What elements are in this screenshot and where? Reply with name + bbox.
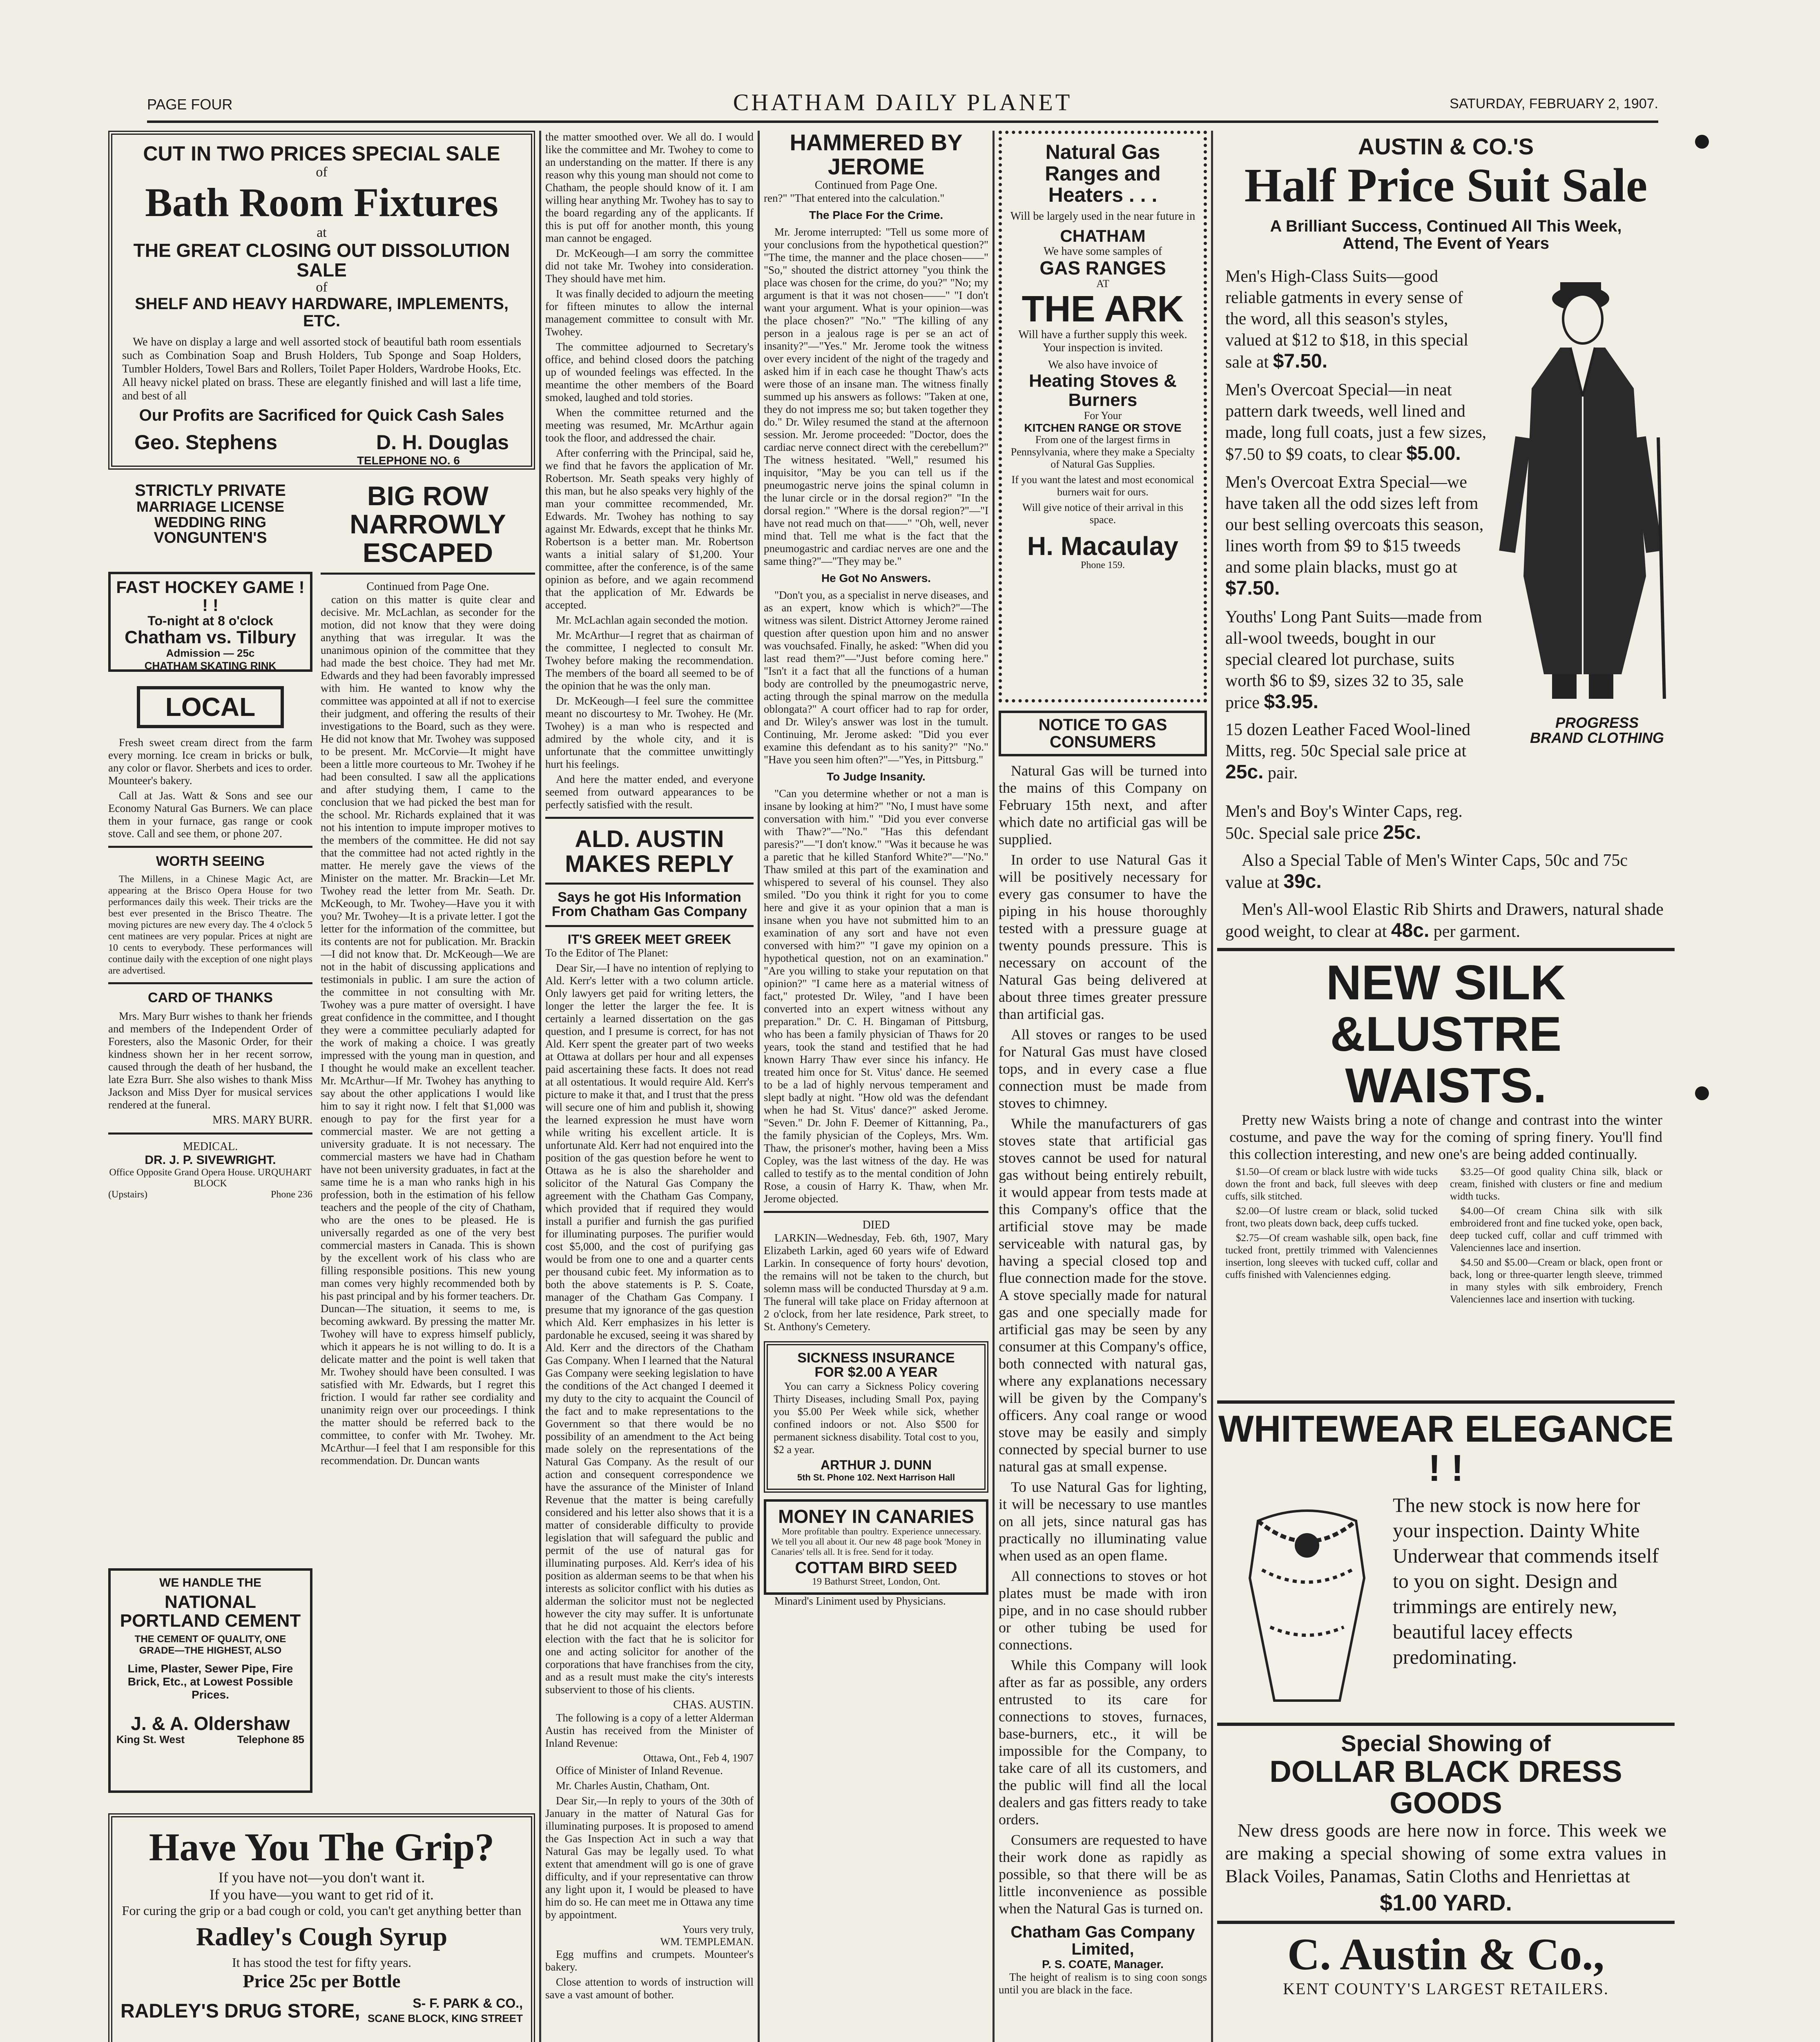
ad-line: SICKNESS INSURANCE [797,1350,955,1366]
sickness-insurance-ad [764,1341,988,1493]
cement-ad [108,1568,312,1793]
merchant-name: Geo. Stephens [134,431,278,454]
doctor-phone: Phone 236 [271,1189,312,1200]
notice-text: All connections to stoves or hot plates must be made with iron pipe, and in no case should rubber or other tubing be used for connections. [999,1568,1207,1653]
section-heading: MEDICAL. [183,1140,238,1153]
waist-item: $2.00—Of lustre cream or black, solid tucked front, two pleats down back, deep cuffs tucked. [1225,1205,1438,1229]
ad-line: From one of the largest firms in Pennsylvania, where they make a Specialty of Natural Gas Supplies. [1010,434,1195,470]
story-subhead: To Judge Insanity. [827,770,926,783]
story-text: "Don't you, as a specialist in nerve diseases, and as an expert, know which is which?"—The witness was silent. District Attorney Jerome rained question after question upon him and no answer was vouchsafed. Finally, he asked: "When did you last read them?"—"Just before coming here." "Isn't it a fact that all the functions of a human body are controlled by the pneumogastric nerve, acting through the spinal marrow on the medulla oblongata?" A court officer had to rap for order, and Dr. Wiley's answer was lost in the tumult. Continuing, Mr. Jerome asked: "Did you ever examine this defendant as to his sanity?" "No." "Have you seen him often?"—"Yes, in Pittsburg." [764,589,988,766]
story-text: Mr. McArthur—I regret that as chairman of the committee, I neglected to consult Mr. Twohey before making the recommendation. The members of the board all seemed to be of the opinion that he was the only man. [545,629,754,692]
ad-line: It has stood the test for fifty years. [232,1955,411,1970]
story-text: Dr. McKeough—I feel sure the committee meant no discourtesy to Mr. Twohey. He (Mr. Twohey) is a man who is respected and admired by the whole city, and it is unfortunate that the committee unwittingly hurt his feelings. [545,695,754,770]
story-headline: BIG ROW NARROWLY ESCAPED [350,482,506,568]
sale-item: Also a Special Table of Men's Winter Caps, 50c and 75c value at 39c. [1225,851,1628,892]
story-text: cation on this matter is quite clear and decisive. Mr. McLachlan, as seconder for the motion, did not know that they were doing anything that was irregular. It was the unanimous opinion of the committee that they had made the best choice. They had met Mr. Edwards and they had been favorably impressed with him. He wanted to know why the committee was appointed at all if not to exercise their judgment, and offering the results of their investigations to the Board, such as they were. He did not know that Mr. Twohey was supposed to be present. Mr. McCorvie—It might have been a little more courteous to Mr. Twohey if he had been consulted. I saw all the applications and after studying them, I came to the conclusion that we had picked the best man for the school. Mr. Richards explained that it was not his intention to impute improper motives to the members of the committee. He did not say that the committee had not acted rightly in the matter. He merely gave the views of the Minister on the matter. Mr. Brackin—Let Mr. Twohey read the letter from Mr. Seath. Dr. McKeough, to Mr. Twohey—Have you it with you? Mr. Twohey—It is a private letter. I got the letter for the information of the committee, but its contents are not for publication. Mr. Brackin—I did not know that. Dr. McKeough—We are not in the habit of discussing applications and testimonials in public. I am sure the action of the committee in not consulting with Mr. Twohey was a pure matter of oversight. I have great confidence in the committee, and I thought they were a committee peculiarly adapted for the work of making a choice. I was greatly impressed with the young man in question, and I thought he would make an excellent teacher. Mr. McArthur—If Mr. Twohey has anything to say about the other applications I would like him to say it right now. I felt that $1,000 was enough to pay for the first year for a commercial master. We are not getting a university graduate. It is not necessary. The commercial masters we have had in Chatham have not been university graduates, in fact at the same time he is a man who ranks high in his profession, both in the estimation of his fellow teachers and the people of the city of Chatham, who are the ones to be pleased. He is universally regarded as one of the very best commercial masters in Canada. This is shown by the excellent work of his class who are filling responsible positions. This new young man comes very highly recommended both by his past principal and by his former teachers. Dr. Duncan—The situation, it seems to me, is becoming awkward. By pressing the matter Mr. Twohey will have to express himself publicly, which it appears he is not willing to do. It is a delicate matter and the point is well taken that Mr. Twohey should have been consulted. I was satisfied with Mr. Edwards, but I regret this friction. I would far rather see cordiality and unanimity reign over our proceedings. I think the matter should be referred back to the committee, to confer with Mr. Twohey. Mr. McArthur—I feel that I am responsible for this recommendation. Dr. Duncan wants [321,593,535,1467]
column-rule [758,131,760,2042]
story-text: The committee adjourned to Secretary's office, and behind closed doors the patching up of wounded feelings was effected. In the meantime the other members of the Board smoked, laughed and told stories. [545,341,754,403]
sale-item: Men's High-Class Suits—good reliable gatments in every sense of the word, all this season's styles, valued at $12 to $18, in this special sale at $7.50. [1225,267,1468,372]
ad-headline: Half Price Suit Sale [1244,158,1648,212]
page-label: PAGE FOUR [147,96,233,113]
ad-line: To-night at 8 o'clock [147,613,273,629]
ad-line: of [316,164,328,180]
section-heading: WORTH SEEING [156,854,265,869]
ad-line: 5th St. Phone 102. Next Harrison Hall [797,1472,955,1482]
sale-item: Men's Overcoat Extra Special—we have taken all the odd sizes left from our best selling overcoats this season, lines worth from $9 to $15 tweeds and some plain blacks, must go at $7.50. [1225,473,1484,599]
ad-headline: Bath Room Fixtures [145,179,498,225]
ad-line: FAST HOCKEY GAME ! ! ! [116,577,305,615]
story-headline: MAKES REPLY [565,850,734,877]
story-text: When the committee returned and the meeting was resumed, Mr. McArthur again took the floor, and addressed the chair. [545,406,754,444]
ad-line: ARTHUR J. DUNN [821,1457,932,1472]
section-subhead: Special Showing of [1341,1730,1551,1756]
item-list [1225,719,1666,784]
story-text: Mr. McLachlan again seconded the motion. [556,614,748,626]
sale-item: Men's All-wool Elastic Rib Shirts and Drawers, natural shade good weight, to clear at 48c. per garment. [1225,900,1664,941]
ad-headline: Have You The Grip? [149,1825,495,1869]
column-rule [1211,131,1213,2042]
sale-item: 15 dozen Leather Faced Wool-lined Mitts, reg. 50c Special sale price at 25c. pair. [1225,720,1470,783]
ad-line: WE HANDLE THE [159,1576,261,1589]
ad-line: CHATHAM SKATING RINK [144,659,277,672]
license-ad [108,482,312,546]
continued-note: Continued from Page One. [366,580,489,593]
column-2 [545,131,754,2042]
ad-line: Radley's Cough Syrup [196,1922,448,1951]
ad-line: SHELF AND HEAVY HARDWARE, IMPLEMENTS, ETC. [135,295,509,330]
letter-text: Office of Minister of Inland Revenue. [556,1764,723,1777]
ad-line: KITCHEN RANGE OR STOVE [1024,421,1182,434]
notice-text: Natural Gas will be turned into the mains of this Company on February 15th next, and after which date no artificial gas will be supplied. [999,762,1207,847]
whitewear-text: The new stock is now here for your inspection. Dainty White Underwear that commends itself to you on sight. Design and trimmings are entirely new, beautiful lacey effects predominating. [1393,1493,1659,1668]
notice-heading-box [999,711,1207,756]
local-item: Mrs. Mary Burr wishes to thank her friends and members of the Independent Order of Foresters, also the Masonic Order, for their kindness shown her in her recent sorrow, caused through the death of her husband, the late Ezra Burr. She also wishes to thank Miss Jackson and Miss Dyer for musical services rendered at the funeral. [108,1010,312,1111]
ad-line: SCANE BLOCK, KING STREET [368,2012,523,2024]
local-section [108,678,312,1203]
whitewear-block [1217,1488,1675,1717]
signature: MRS. MARY BURR. [212,1114,312,1127]
waist-item: $4.50 and $5.00—Cream or black, open front or back, long or three-quarter length sleeve, trimmed in many styles with silk embroidery, French Valenciennes lace and insertion with tucking. [1450,1257,1662,1305]
obituary: LARKIN—Wednesday, Feb. 6th, 1907, Mary Elizabeth Larkin, aged 60 years wife of Edward Larkin. In consequence of forty hours' devotion, the remains will not be taken to the church, but solemn mass will be conducted Thursday at 9 a.m. The funeral will take place on Friday afternoon at 2 o'clock, from her late residence, Park street, to St. Anthony's Cemetery. [764,1231,988,1333]
man-in-overcoat-illustration [1499,266,1671,707]
ad-line: We also have invoice of [1048,359,1158,372]
letter-text: Dear Sir,—In reply to yours of the 30th of January in the matter of Natural Gas for illuminating purposes. It is proposed to amend the Gas Inspection Act in such a way that Natural Gas may be legally used. To what extent that amendment will go is one of grave difficulty, and if your representative can throw any light upon it, I would be pleased to have him do so. He can meet me in Ottawa any time by appointment. [545,1794,754,1921]
sale-item: Men's Overcoat Special—in neat pattern dark tweeds, well lined and made, long full coats, just a few sizes, $7.50 to $9 coats, to clear $5.00. [1225,380,1487,464]
issue-date: SATURDAY, FEBRUARY 2, 1907. [1450,96,1658,111]
story-headline: ALD. AUSTIN [575,826,724,852]
merchant-name: H. Macaulay [1027,531,1178,561]
store-name: THE ARK [1022,288,1184,330]
gas-ranges-ad [999,131,1207,702]
section-headline: WAISTS. [1345,1058,1547,1113]
ad-line: Will have a further supply this week. Your inspection is invited. [1018,328,1187,354]
ad-line: at [317,225,327,240]
section-heading: NOTICE TO GAS CONSUMERS [1038,716,1167,751]
signature: P. S. COATE, Manager. [1042,1958,1164,1971]
section-headline: DOLLAR BLACK DRESS GOODS [1269,1754,1622,1820]
price: $7.50. [1273,350,1328,372]
ad-line: NATIONAL PORTLAND CEMENT [120,1592,301,1631]
ad-line: J. & A. Oldershaw [131,1712,290,1734]
binding-hole [1695,135,1709,149]
price: $1.00 YARD. [1380,1889,1512,1915]
store-name: RADLEY'S DRUG STORE, [120,2000,360,2022]
ad-line: STRICTLY PRIVATE [135,482,286,499]
waist-item: $4.00—Of cream China silk with silk embroidered front and fine tucked yoke, open back, deep tucked cuff, collar and cuff trimmed with Valenciennes lace and insertion. [1450,1205,1662,1253]
ad-line: VONGUNTEN'S [154,529,267,546]
letter-dateline: Ottawa, Ont., Feb 4, 1907 [643,1752,754,1764]
ad-line: We have some samples of [1043,245,1162,258]
waist-item: $3.25—Of good quality China silk, black or cream, finished with clusters or fine and medium width tucks. [1450,1166,1662,1202]
column-1b [321,482,535,1643]
column-4 [999,131,1207,2042]
notice-text: While the manufacturers of gas stoves state that artificial gas stoves cannot be used for natural gas without being entirely rebuilt, it would appear from tests made at this Company's office that the artificial stove may be made serviceable with natural gas, by having a special closed top and flue connection made for the stove. A stove specially made for natural gas and one specially made for artificial gas may be seen by any consumer at this Company's office, both connected with natural gas, where any explanations necessary will be given by the Company's officers. Any coal range or wood stove may be easily and simply connected by special burner to use natural gas at small expense. [999,1115,1207,1475]
story-text: ren?" "That entered into the calculation." [764,192,945,204]
notice-text: To use Natural Gas for lighting, it will be necessary to use mantles on all jets, since natural gas has practically no illuminating value when used as an open flame. [999,1479,1207,1564]
masthead [147,84,1658,123]
lace-garment-illustration [1233,1496,1381,1709]
ad-line: Price 25c per Bottle [243,1970,401,1991]
notice-text: While this Company will look after as far as possible, any orders entrusted to its care for connections to stoves, furnaces, base-burners, etc., it will be impossible for the Company, to take care of all its customers, and the public will find all the local dealers and gas fitters ready to take orders. [999,1657,1207,1828]
waist-prices [1217,1166,1675,1395]
story-text: Dr. McKeough—I am sorry the committee did not take Mr. Twohey into consideration. They should have met him. [545,247,754,285]
waist-column [1450,1166,1662,1308]
ad-line: THE GREAT CLOSING OUT DISSOLUTION SALE [133,239,510,281]
section-heading: LOCAL [165,692,256,722]
local-item: Fresh sweet cream direct from the farm every morning. Ice cream in bricks or bulk, any color or flavor. Sherbets and ices to order. Mounteer's bakery. [108,736,312,787]
story-text: "Can you determine whether or not a man is insane by looking at him?" "No, I must have some conversation with him." "Did you ever converse with Thaw?"—"No." "Has this defendant paresis?"—"I don't know." "Was it because he was a paretic that he killed Stanford White?"—"No." Thaw smiled at this part of the examination and whispered to several of his counsel. They also smiled. "Do you think it right for you to come here and give it as your opinion that a man is insane when you have not submitted him to an examination of any sort and have not even conversed with him?" "I gave my opinion on a hypothetical question, not on an examination." "Are you willing to stake your reputation on that opinion?" "I came here as a material witness of fact," protested Dr. Wiley, "and I have been converted into an expert witness without any preparation." Dr. C. H. Bingaman of Pittsburg, who has been a family physician of Thaws for 20 years, took the stand and testified that he had known Harry Thaw ever since his infancy. He treated him once for St. Vitus' dance. He seemed to be a lad of highly nervous temperament and slept badly at night. "How old was the defendant when he had St. Vitus' dance?" asked Jerome. "Seven." Dr. John F. Deemer of Kittanning, Pa., the family physician of the Copleys, Mrs. Wm. Thaw, the prisoner's mother, having been a Miss Copley, was the last witness of the day. He was called to testify as to the mental condition of John Rose, a cousin of Harry K. Thaw, when Mr. Jerome objected. [764,787,988,1205]
ad-line: THE CEMENT OF QUALITY, ONE GRADE—THE HIGHEST, ALSO [134,1633,286,1656]
signature: Chatham Gas Company Limited, [1010,1923,1195,1958]
brand-name: PROGRESS BRAND CLOTHING [1530,714,1664,747]
section-headline: WHITEWEAR ELEGANCE ! ! [1218,1408,1674,1489]
item-list [1225,266,1487,713]
ad-line: CUT IN TWO PRICES SPECIAL SALE [143,142,500,165]
ad-line: For Your [1084,409,1122,421]
waist-item: $1.50—Of cream or black lustre with wide tucks down the front and back, full sleeves with deep cuffs, silk stitched. [1225,1166,1438,1202]
austin-ad [1217,131,1675,2042]
local-item: Minard's Liniment used by Physicians. [774,1594,946,1607]
ad-line: CHATHAM [1060,226,1146,245]
price: 39c. [1283,870,1322,892]
local-item: Call at Jas. Watt & Sons and see our Economy Natural Gas Burners. We can place them in your furnace, gas range or cook stove. Call and see them, or phone 207. [108,789,312,840]
price: 25c. [1383,821,1421,843]
newspaper-title: CHATHAM DAILY PLANET [733,89,1073,116]
ad-line: Our Profits are Sacrificed for Quick Cash Sales [139,406,504,425]
sale-item: Men's and Boy's Winter Caps, reg. 50c. Special sale price 25c. [1225,802,1463,843]
ad-line: of [316,280,328,295]
story-subhead: IT'S GREEK MEET GREEK [567,932,732,947]
signature: CHAS. AUSTIN. [673,1698,754,1711]
hockey-ad [108,572,312,672]
column-3 [764,131,988,2042]
story-text: Mr. Jerome interrupted: "Tell us some more of your conclusions from the hypothetical question?" "The time, the manner and the place chosen——" "So," shouted the district attorney "you think the place was chosen for the crime, do you?" "No; my argument is that it was not chosen——" "I don't want your argument. What is your opinion—was the place chosen?" "No." "The killing of any person in a jealous rage is per se an act of insanity?"—"Yes." Mr. Jerome took the witness over every incident of the night of the tragedy and asked him if in each case he thought Thaw's acts were those of an insane man. The witness finally summed up his answers as follows: "Taken at one, they do not impress me so; but taken together they do." Dr. Wiley resumed the stand at the afternoon session. Mr. Jerome proceeded: "Doctor, does the cardiac nerve connect direct with the cerebellum?" The witness hesitated. "Well," resumed his inquisitor, "May be you can tell us if the pneumogastric nerve joins the spinal column in the lunar circle or in the dorsal region?" "In the dorsal region." "Where is the dorsal region?"—"I have not read much on that——" "Oh, well, never mind that. Tell me what is the fact that the pneumogastric and cardiac nerves are one and the same thing?"—"They may be." [764,225,988,567]
waist-column [1225,1166,1438,1284]
bath-fixtures-ad [108,131,535,470]
binding-hole [1695,1086,1709,1100]
story-subhead: Says he got His Information From Chatham Gas Company [552,889,747,920]
local-item: Close attention to words of instruction will save a vast amount of bother. [545,1975,754,2001]
ad-line: Will give notice of their arrival in this space. [1022,502,1183,526]
letter-salutation: To the Editor of The Planet: [545,946,669,959]
price: 48c. [1391,919,1430,941]
local-item: Egg muffins and crumpets. Mounteer's bakery. [545,1948,754,1973]
canaries-ad [764,1499,988,1595]
doctor-detail: (Upstairs) [108,1189,147,1200]
ad-line: Telephone 85 [237,1733,304,1746]
phone: TELEPHONE NO. 6 [357,454,460,467]
column-rule [539,131,541,2042]
suit-sale-block [1217,258,1675,874]
ad-headline: Natural Gas Ranges and Heaters . . . [1045,140,1161,206]
ad-subhead: A Brilliant Success, Continued All This Week, Attend, The Event of Years [1270,217,1622,252]
store-name: AUSTIN & CO.'S [1358,134,1534,159]
ad-line: If you have not—you don't want it. [218,1869,425,1886]
column-rule [993,131,995,2042]
store-name: C. Austin & Co., [1287,1929,1605,1979]
dress-goods-text: New dress goods are here now in force. This week we are making a special showing of some extra values in Black Voiles, Panamas, Satin Cloths and Henriettas at [1225,1819,1666,1886]
price: $3.95. [1264,691,1318,713]
phone: Phone 159. [1081,560,1125,571]
local-heading-box [137,686,284,728]
ad-line: Chatham vs. Tilbury [125,627,296,647]
notice-text: Consumers are requested to have their work done as rapidly as possible, so that there will be as little inconvenience as possible when the Natural Gas is turned on. [999,1832,1207,1917]
silk-intro: Pretty new Waists bring a note of change and contrast into the winter costume, and pave the way for the coming of spring finery. You'll find this collection interesting, and new one's are being added continually. [1229,1111,1662,1162]
ad-line: Lime, Plaster, Sewer Pipe, Fire Brick, Etc., at Lowest Possible Prices. [127,1662,293,1701]
merchant-name: D. H. Douglas [376,431,509,454]
continued-note: Continued from Page One. [814,178,938,192]
ad-line: FOR $2.00 A YEAR [814,1364,938,1380]
story-text: the matter smoothed over. We all do. I would like the committee and Mr. Twohey to come to an understanding on the matter. If there is any reason why this young man should not come to Chatham, the people should know of it. I am willing hear anything Mr. Twohey has to say to the board regarding any of the applicants. If this is put off for another month, this young man cannot be engaged. [545,131,754,244]
sale-item: Youths' Long Pant Suits—made from all-wool tweeds, bought in our special cleared lot purchase, suits worth $6 to $9, sizes 32 to 35, sale price $3.95. [1225,607,1482,713]
ad-line: COTTAM BIRD SEED [795,1558,957,1577]
ad-line: Admission — 25c [166,646,255,659]
section-headline: NEW SILK &LUSTRE [1326,955,1566,1061]
grip-ad [108,1813,535,2042]
section-heading: CARD OF THANKS [148,990,273,1006]
ad-line: King St. West [116,1733,185,1746]
story-text: It was finally decided to adjourn the meeting for fifteen minutes to allow the internal management committee to consult with Mr. Twohey. [545,288,754,338]
notice-text: In order to use Natural Gas it will be positively necessary for every gas consumer to have the piping in his house thoroughly tested with a pressure guage at twenty pounds pressure. This is necessary on account of the Natural Gas being delivered at about three times greater pressure than artificial gas. [999,852,1207,1022]
ad-line: For curing the grip or a bad cough or cold, you can't get anything better than [122,1903,522,1918]
letter-text: Dear Sir,—I have no intention of replying to Ald. Kerr's letter with a two column article. Only lawyers get paid for writing letters, the longer the letter the larger the fee. It is certainly a learned dissertation on the gas question, and I presume is correct, for has not Ald. Kerr spent the greater part of two weeks at Ottawa at dollars per hour and all expenses paid ascertaining these facts. It does not read at all ostentatious. It would require Ald. Kerr's picture to make it that, and I trust that the press will secure one of him and publish it, showing the learned expression he must have worn while writing his excellent article. It is unfortunate Ald. Kerr had not enquired into the position of the gas question before he went to Ottawa as he is also the shareholder and solicitor of the Natural Gas Company the agreement with the Chatham Gas Company, which provided that if required they would install a purifier and furnish the gas purified for illuminating purposes. The purifier would cost $5,000, and the cost of purifying gas would be from one to one and a quarter cents per thousand cubic feet. My information as to both the above statements is P. S. Coate, manager of the Chatham Gas Company. I presume that my ignorance of the gas question which Ald. Kerr emphasizes in his letter is pardonable he excused, seeing it was shared by Ald. Kerr and the directors of the Chatham Gas Company. When I learned that the Natural Gas Company were seeking legislation to have the conditions of the Act changed I deemed it my duty to the city to acquaint the Council of the fact and to make representations to the Government so that there would be no possibility of an amendment to the Act being made solely on the representations of the Natural Gas Company. As the result of our action and consequent correspondence we have the assurance of the Minister of Inland Revenue that the matter is being carefully considered and his letter also shows that it is a matter of considerable difficulty to provide legislation that will safeguard the public and permit of the use of natural gas for illuminating purposes. Ald. Kerr's idea of his position as alderman seems to be that when his interests as solicitor conflict with his duties as alderman the solicitor must not be neglected however the city may suffer. It is unfortunate that he did not acquaint the electors before election with the fact that he is solicitor for one and acting solicitor for another of the corporations that have franchises from the city, and as a result must make the city's interests subservient to those of his clients. [545,961,754,1696]
ad-line: WEDDING RING [154,513,266,531]
price: $5.00. [1406,442,1461,464]
ad-headline: MONEY IN CANARIES [778,1505,974,1527]
story-text: And here the matter ended, and everyone seemed from outward appearances to be perfectly satisfied with the result. [545,773,754,811]
story-headline: HAMMERED BY JEROME [790,131,963,179]
ad-line: 19 Bathurst Street, London, Ont. [812,1576,940,1587]
ad-line: GAS RANGES [1039,257,1166,279]
ad-line: If you have—you want to get rid of it. [210,1886,434,1903]
price: $7.50. [1225,577,1280,599]
ad-line: S- F. PARK & CO., [413,1995,523,2011]
price: 25c. [1225,761,1264,783]
section-heading: DIED [862,1218,890,1231]
story-text: After conferring with the Principal, said he, we find that he favors the application of Mr. Robertson. Mr. Seath speaks very highly of this man, but he also speaks very highly of the man your committee recommended, Mr. Edwards. Mr. Twohey has nothing to say against Mr. Edwards, except that he thinks Mr. Robertson is a better man. Mr. Robertson wants a initial salary of $1,200. Your committee, after the conference, is of the same opinion as before, and we again recommend that the application of Mr. Edwards be accepted. [545,447,754,611]
ad-line: Heating Stoves & Burners [1029,371,1177,410]
local-item: The height of realism is to sing coon songs until you are black in the face. [999,1971,1207,1996]
local-item: The Millens, in a Chinese Magic Act, are appearing at the Brisco Opera House for two performances daily this week. Their tricks are the best ever presented in the Brisco Theatre. The moving pictures are new every day. The 4 o'clock 5 cent matinees are very popular. Prices at night are 10 cents to everybody. These performances will continue daily with the exception of one night plays are advertised. [108,874,312,976]
ad-body: We have on display a large and well assorted stock of beautiful bath room essentials such as Combination Soap and Brush Holders, Tub Sponge and Soap Holders, Tumbler Holders, Towel Bars and Rollers, Toilet Paper Holders, Wardrobe Hooks, Etc. All heavy nickel plated on brass. These are elegantly finished and will last a life time, and best of all [122,336,521,403]
letter-text: Mr. Charles Austin, Chatham, Ont. [556,1779,710,1792]
waist-item: $2.75—Of cream washable silk, open back, fine tucked front, prettily trimmed with Valenciennes insertion, long sleeves with tucked cuff, collar and cuffs finished with Valenciennes edging. [1225,1232,1438,1280]
notice-text: All stoves or ranges to be used for Natural Gas must have closed tops, and in every case a flue connection must be made from stoves to chimney. [999,1026,1207,1111]
ad-line: Will be largely used in the near future in [1010,210,1195,223]
ad-line: If you want the latest and most economical burners wait for ours. [1011,474,1194,498]
ad-line: MARRIAGE LICENSE [136,498,285,515]
ad-body: More profitable than poultry. Experience unnecessary. We tell you all about it. Our new 48 page book 'Money in Canaries' tells all. It is free. Send for it today. [771,1526,981,1557]
doctor-address: Office Opposite Grand Opera House. URQUHART BLOCK [109,1167,312,1189]
letter-closing: Yours very truly, [682,1923,754,1935]
story-subhead: The Place For the Crime. [809,208,943,221]
store-tagline: KENT COUNTY'S LARGEST RETAILERS. [1283,1979,1609,1998]
ad-line: AT [1096,277,1109,290]
doctor-name: DR. J. P. SIVEWRIGHT. [145,1153,276,1167]
letter-text: The following is a copy of a letter Alderman Austin has received from the Minister of Inland Revenue: [545,1711,754,1749]
story-subhead: He Got No Answers. [821,571,931,584]
ad-body: You can carry a Sickness Policy covering Thirty Diseases, including Small Pox, paying you $5.00 Per Week while sick, whether confined indoors or not. Also $500 for permanent sickness disability. Total cost to you, $2 a year. [774,1380,979,1456]
signature: WM. TEMPLEMAN. [660,1935,754,1948]
